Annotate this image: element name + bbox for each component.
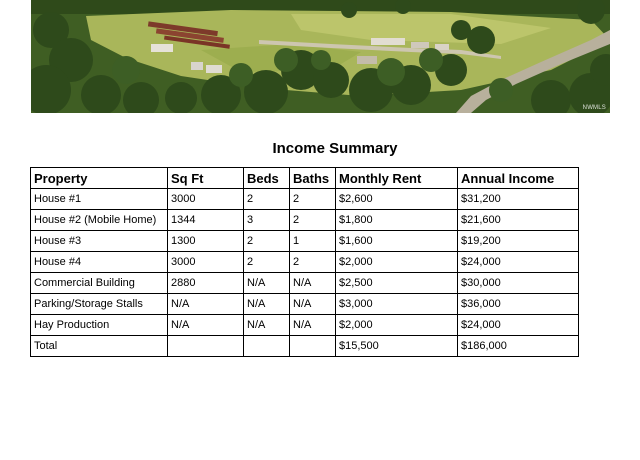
cell-beds: N/A — [244, 294, 290, 315]
cell-baths: N/A — [290, 273, 336, 294]
cell-baths: 2 — [290, 210, 336, 231]
cell-property: Hay Production — [31, 315, 168, 336]
cell-property: House #1 — [31, 189, 168, 210]
cell-property: Commercial Building — [31, 273, 168, 294]
cell-sq-ft — [168, 336, 244, 357]
cell-property: House #2 (Mobile Home) — [31, 210, 168, 231]
cell-sq-ft: 3000 — [168, 189, 244, 210]
cell-property: Parking/Storage Stalls — [31, 294, 168, 315]
cell-sq-ft: 2880 — [168, 273, 244, 294]
cell-annual-income: $36,000 — [458, 294, 579, 315]
cell-baths: N/A — [290, 315, 336, 336]
cell-beds: 2 — [244, 231, 290, 252]
table-row — [31, 273, 579, 294]
cell-sq-ft: N/A — [168, 294, 244, 315]
cell-sq-ft: 1300 — [168, 231, 244, 252]
cell-baths — [290, 336, 336, 357]
cell-baths: N/A — [290, 294, 336, 315]
cell-monthly-rent: $2,000 — [336, 315, 458, 336]
table-total-row — [31, 336, 579, 357]
header-monthly-rent: Monthly Rent — [336, 168, 458, 189]
table-row — [31, 231, 579, 252]
cell-beds: N/A — [244, 273, 290, 294]
table-header-row — [31, 168, 579, 189]
cell-beds: 2 — [244, 189, 290, 210]
table-row — [31, 294, 579, 315]
cell-sq-ft: N/A — [168, 315, 244, 336]
cell-annual-income: $30,000 — [458, 273, 579, 294]
table-row — [31, 252, 579, 273]
header-annual-income: Annual Income — [458, 168, 579, 189]
cell-beds: N/A — [244, 315, 290, 336]
cell-monthly-rent: $2,000 — [336, 252, 458, 273]
cell-beds: 3 — [244, 210, 290, 231]
cell-sq-ft: 1344 — [168, 210, 244, 231]
page-title: Income Summary — [272, 140, 398, 157]
income-summary-table — [30, 167, 579, 357]
cell-monthly-rent: $2,500 — [336, 273, 458, 294]
table-row — [31, 315, 579, 336]
cell-annual-income: $24,000 — [458, 252, 579, 273]
photo-watermark: NWMLS — [582, 105, 606, 111]
cell-annual-income: $21,600 — [458, 210, 579, 231]
cell-baths: 2 — [290, 252, 336, 273]
cell-property: House #3 — [31, 231, 168, 252]
cell-sq-ft: 3000 — [168, 252, 244, 273]
table-row — [31, 189, 579, 210]
cell-annual-income: $186,000 — [458, 336, 579, 357]
cell-beds: 2 — [244, 252, 290, 273]
header-beds: Beds — [244, 168, 290, 189]
cell-monthly-rent: $1,600 — [336, 231, 458, 252]
cell-monthly-rent: $2,600 — [336, 189, 458, 210]
aerial-property-photo — [31, 0, 610, 113]
aerial-scene — [31, 0, 610, 113]
cell-beds — [244, 336, 290, 357]
cell-annual-income: $31,200 — [458, 189, 579, 210]
header-baths: Baths — [290, 168, 336, 189]
header-property: Property — [31, 168, 168, 189]
cell-annual-income: $24,000 — [458, 315, 579, 336]
cell-monthly-rent: $1,800 — [336, 210, 458, 231]
cell-monthly-rent: $15,500 — [336, 336, 458, 357]
cell-baths: 2 — [290, 189, 336, 210]
cell-property: Total — [31, 336, 168, 357]
cell-property: House #4 — [31, 252, 168, 273]
cell-annual-income: $19,200 — [458, 231, 579, 252]
header-sq-ft: Sq Ft — [168, 168, 244, 189]
table-row — [31, 210, 579, 231]
cell-baths: 1 — [290, 231, 336, 252]
cell-monthly-rent: $3,000 — [336, 294, 458, 315]
